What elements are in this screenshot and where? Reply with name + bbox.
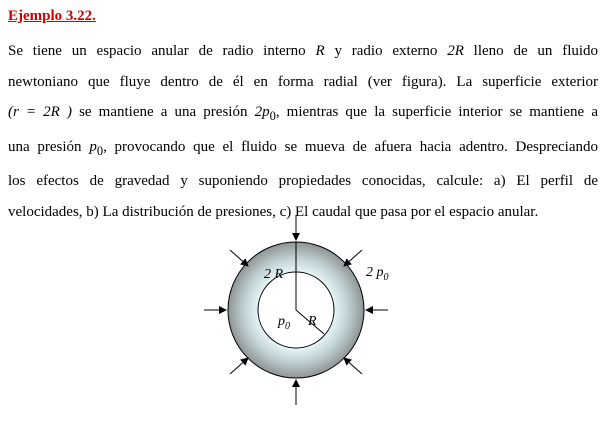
outer-pressure-label: 2 $p_0$ <box>366 265 389 283</box>
problem-statement <box>8 36 598 227</box>
example-title: Ejemplo 3.22. <box>8 8 96 24</box>
arrow-top-right <box>344 250 362 266</box>
arrow-bottom-right <box>344 358 362 374</box>
arrow-bottom-left <box>230 358 248 374</box>
annular-space-figure <box>200 210 400 410</box>
text-line-4: una presión $p_0$, provocando que el fluido se mueva de afuera hacia adentro. Despreciando <box>8 138 598 158</box>
text-line-1: Se tiene un espacio anular de radio interno R y radio externo 2R lleno de un fluido <box>8 43 599 59</box>
inner-pressure-label: $p_0$ <box>278 314 290 332</box>
outer-radius-label: 2 R <box>264 267 284 282</box>
text-line-3: (r = 2R ) se mantiene a una presión $2p_0$, mientras que la superficie interior se mantiene a <box>8 104 598 123</box>
arrow-top-left <box>230 250 248 266</box>
inner-radius-label: R <box>308 314 317 329</box>
text-line-6: velocidades, b) La distribución de presiones, c) El caudal que pasa por el espacio anular. <box>8 203 539 220</box>
text-line-2: newtoniano que fluye dentro de él en forma radial (ver figura). La superficie exterior <box>8 73 598 90</box>
text-line-5: los efectos de gravedad y suponiendo propiedades conocidas, calcule: a) El perfil de <box>8 173 598 189</box>
